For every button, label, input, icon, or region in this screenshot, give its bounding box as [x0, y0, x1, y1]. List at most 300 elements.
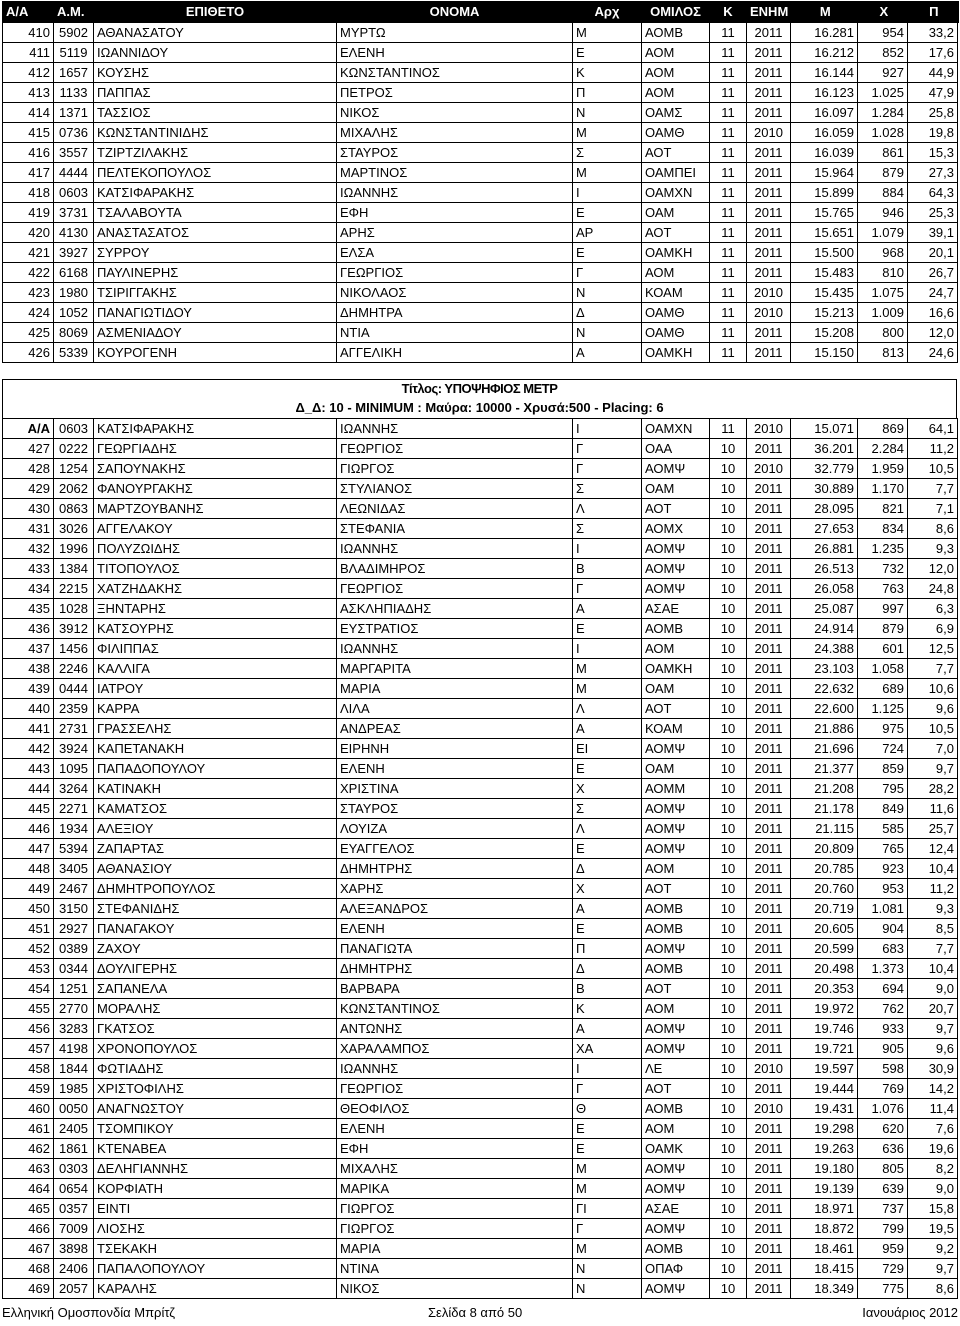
cell-aa: 417	[3, 163, 54, 183]
cell-am: 0344	[54, 959, 94, 979]
table-row	[3, 63, 958, 83]
cell-x: 694	[858, 979, 908, 999]
header-am: Α.Μ.	[54, 2, 94, 23]
cell-surname: ΠΟΛΥΖΩΙΔΗΣ	[94, 539, 337, 559]
cell-k: 10	[710, 1259, 747, 1279]
cell-club: ΚΟΑΜ	[642, 283, 710, 303]
cell-p: 27,3	[908, 163, 958, 183]
cell-aa: 434	[3, 579, 54, 599]
cell-initial: Ε	[573, 759, 642, 779]
cell-m: 30.889	[791, 479, 858, 499]
table-row	[3, 1239, 958, 1259]
cell-p: 44,9	[908, 63, 958, 83]
cell-surname: ΚΟΡΦΙΑΤΗ	[94, 1179, 337, 1199]
cell-m: 15.213	[791, 303, 858, 323]
cell-update: 2010	[747, 419, 791, 439]
cell-club: ΑΟΜΜ	[642, 779, 710, 799]
cell-p: 12,0	[908, 559, 958, 579]
cell-m: 16.059	[791, 123, 858, 143]
cell-m: 19.721	[791, 1039, 858, 1059]
cell-p: 12,0	[908, 323, 958, 343]
table-row	[3, 599, 958, 619]
table-row	[3, 1039, 958, 1059]
cell-club: ΑΟΜΨ	[642, 1019, 710, 1039]
cell-surname: ΤΙΤΟΠΟΥΛΟΣ	[94, 559, 337, 579]
table-row	[3, 719, 958, 739]
cell-update: 2011	[747, 1279, 791, 1299]
cell-surname: ΑΘΑΝΑΣΙΟΥ	[94, 859, 337, 879]
cell-am: 5119	[54, 43, 94, 63]
cell-am: 7009	[54, 1219, 94, 1239]
cell-x: 869	[858, 419, 908, 439]
cell-p: 16,6	[908, 303, 958, 323]
cell-p: 9,2	[908, 1239, 958, 1259]
cell-club: ΑΟΜΨ	[642, 1219, 710, 1239]
cell-name: ΜΑΡΙΑ	[337, 1239, 573, 1259]
cell-initial: Μ	[573, 23, 642, 43]
cell-club: ΑΟΜΒ	[642, 959, 710, 979]
cell-update: 2011	[747, 223, 791, 243]
cell-name: ΓΕΩΡΓΙΟΣ	[337, 1079, 573, 1099]
cell-x: 834	[858, 519, 908, 539]
table-row	[3, 419, 958, 439]
cell-m: 19.972	[791, 999, 858, 1019]
cell-am: 0389	[54, 939, 94, 959]
header-update: ΕΝΗΜ	[747, 2, 792, 23]
cell-initial: Π	[573, 939, 642, 959]
cell-name: ΝΤΙΑ	[337, 323, 573, 343]
cell-x: 821	[858, 499, 908, 519]
cell-m: 32.779	[791, 459, 858, 479]
cell-x: 598	[858, 1059, 908, 1079]
cell-x: 1.009	[858, 303, 908, 323]
cell-initial: Θ	[573, 1099, 642, 1119]
cell-p: 10,6	[908, 679, 958, 699]
cell-am: 6168	[54, 263, 94, 283]
table-row	[3, 123, 958, 143]
cell-aa: 449	[3, 879, 54, 899]
cell-club: ΑΟΜ	[642, 999, 710, 1019]
cell-club: ΑΟΜΨ	[642, 799, 710, 819]
cell-am: 2359	[54, 699, 94, 719]
cell-surname: ΚΑΡΑΛΗΣ	[94, 1279, 337, 1299]
cell-aa: 411	[3, 43, 54, 63]
cell-initial: Ν	[573, 1279, 642, 1299]
cell-club: ΑΟΜΨ	[642, 739, 710, 759]
cell-x: 954	[858, 23, 908, 43]
cell-m: 18.971	[791, 1199, 858, 1219]
cell-m: 22.632	[791, 679, 858, 699]
cell-update: 2010	[747, 283, 791, 303]
cell-m: 16.123	[791, 83, 858, 103]
cell-x: 1.125	[858, 699, 908, 719]
cell-am: 0357	[54, 1199, 94, 1219]
cell-update: 2011	[747, 1179, 791, 1199]
cell-name: ΕΛΣΑ	[337, 243, 573, 263]
cell-initial: Ε	[573, 919, 642, 939]
cell-update: 2011	[747, 103, 791, 123]
cell-initial: Χ	[573, 879, 642, 899]
cell-aa: 430	[3, 499, 54, 519]
cell-k: 11	[710, 419, 747, 439]
table-row	[3, 759, 958, 779]
cell-p: 11,6	[908, 799, 958, 819]
cell-m: 16.281	[791, 23, 858, 43]
cell-club: ΟΑΜΘ	[642, 323, 710, 343]
cell-m: 21.886	[791, 719, 858, 739]
cell-k: 11	[710, 63, 747, 83]
cell-p: 20,7	[908, 999, 958, 1019]
cell-surname: ΠΕΛΤΕΚΟΠΟΥΛΟΣ	[94, 163, 337, 183]
cell-initial: Μ	[573, 163, 642, 183]
cell-surname: ΚΑΤΣΙΦΑΡΑΚΗΣ	[94, 419, 337, 439]
cell-x: 997	[858, 599, 908, 619]
cell-x: 927	[858, 63, 908, 83]
cell-m: 36.201	[791, 439, 858, 459]
cell-k: 11	[710, 323, 747, 343]
cell-k: 10	[710, 799, 747, 819]
cell-surname: ΤΣΟΜΠΙΚΟΥ	[94, 1119, 337, 1139]
cell-aa: 447	[3, 839, 54, 859]
table-row	[3, 1219, 958, 1239]
cell-update: 2011	[747, 999, 791, 1019]
cell-k: 10	[710, 719, 747, 739]
cell-m: 15.150	[791, 343, 858, 363]
cell-p: 25,7	[908, 819, 958, 839]
table-row	[3, 1259, 958, 1279]
cell-x: 724	[858, 739, 908, 759]
cell-am: 0050	[54, 1099, 94, 1119]
cell-am: 3557	[54, 143, 94, 163]
table-row	[3, 959, 958, 979]
cell-am: 0654	[54, 1179, 94, 1199]
cell-surname: ΚΑΡΡΑ	[94, 699, 337, 719]
cell-surname: ΚΟΥΣΗΣ	[94, 63, 337, 83]
cell-surname: ΓΕΩΡΓΙΑΔΗΣ	[94, 439, 337, 459]
cell-p: 30,9	[908, 1059, 958, 1079]
cell-update: 2010	[747, 1059, 791, 1079]
cell-initial: Μ	[573, 1239, 642, 1259]
cell-p: 7,1	[908, 499, 958, 519]
cell-m: 19.431	[791, 1099, 858, 1119]
cell-x: 933	[858, 1019, 908, 1039]
cell-name: ΚΩΝΣΤΑΝΤΙΝΟΣ	[337, 63, 573, 83]
cell-initial: Γ	[573, 459, 642, 479]
cell-initial: Α	[573, 719, 642, 739]
cell-initial: Ν	[573, 103, 642, 123]
cell-p: 33,2	[908, 23, 958, 43]
cell-surname: ΛΙΟΣΗΣ	[94, 1219, 337, 1239]
cell-initial: Γ	[573, 579, 642, 599]
cell-k: 10	[710, 999, 747, 1019]
cell-surname: ΔΗΜΗΤΡΟΠΟΥΛΟΣ	[94, 879, 337, 899]
cell-aa: 467	[3, 1239, 54, 1259]
cell-k: 10	[710, 1239, 747, 1259]
cell-club: ΑΟΜΒ	[642, 899, 710, 919]
cell-club: ΑΟΜΨ	[642, 559, 710, 579]
cell-x: 1.079	[858, 223, 908, 243]
cell-k: 10	[710, 539, 747, 559]
cell-club: ΑΟΤ	[642, 143, 710, 163]
cell-update: 2011	[747, 263, 791, 283]
cell-initial: Ν	[573, 323, 642, 343]
cell-k: 10	[710, 1059, 747, 1079]
cell-am: 2057	[54, 1279, 94, 1299]
cell-x: 620	[858, 1119, 908, 1139]
cell-club: ΑΟΜ	[642, 1119, 710, 1139]
cell-name: ΛΟΥΙΖΑ	[337, 819, 573, 839]
cell-initial: Ι	[573, 419, 642, 439]
cell-am: 0303	[54, 1159, 94, 1179]
cell-am: 3264	[54, 779, 94, 799]
cell-x: 737	[858, 1199, 908, 1219]
cell-aa: 438	[3, 659, 54, 679]
cell-m: 21.696	[791, 739, 858, 759]
cell-p: 9,6	[908, 1039, 958, 1059]
cell-name: ΠΕΤΡΟΣ	[337, 83, 573, 103]
cell-x: 799	[858, 1219, 908, 1239]
cell-p: 17,6	[908, 43, 958, 63]
cell-surname: ΚΩΝΣΤΑΝΤΙΝΙΔΗΣ	[94, 123, 337, 143]
cell-club: ΑΣΑΕ	[642, 1199, 710, 1219]
cell-club: ΑΟΜΨ	[642, 1279, 710, 1299]
cell-club: ΟΑΜ	[642, 479, 710, 499]
cell-aa: 439	[3, 679, 54, 699]
cell-surname: ΧΡΟΝΟΠΟΥΛΟΣ	[94, 1039, 337, 1059]
cell-update: 2011	[747, 499, 791, 519]
cell-update: 2011	[747, 43, 791, 63]
cell-x: 1.235	[858, 539, 908, 559]
cell-aa: 458	[3, 1059, 54, 1079]
cell-k: 11	[710, 303, 747, 323]
cell-aa: 466	[3, 1219, 54, 1239]
cell-club: ΑΟΤ	[642, 979, 710, 999]
cell-surname: ΠΑΠΑΛΟΠΟΥΛΟΥ	[94, 1259, 337, 1279]
cell-update: 2011	[747, 1159, 791, 1179]
cell-initial: Χ	[573, 779, 642, 799]
cell-p: 19,8	[908, 123, 958, 143]
cell-name: ΝΙΚΟΛΑΟΣ	[337, 283, 573, 303]
cell-k: 10	[710, 659, 747, 679]
cell-initial: Ν	[573, 1259, 642, 1279]
cell-name: ΕΦΗ	[337, 203, 573, 223]
cell-x: 689	[858, 679, 908, 699]
cell-p: 12,4	[908, 839, 958, 859]
table-row	[3, 859, 958, 879]
cell-k: 10	[710, 739, 747, 759]
cell-am: 1657	[54, 63, 94, 83]
cell-am: 2405	[54, 1119, 94, 1139]
cell-surname: ΑΘΑΝΑΣΑΤΟΥ	[94, 23, 337, 43]
cell-surname: ΚΤΕΝΑΒΕΑ	[94, 1139, 337, 1159]
cell-club: ΑΟΜ	[642, 63, 710, 83]
cell-m: 15.071	[791, 419, 858, 439]
cell-name: ΕΛΕΝΗ	[337, 919, 573, 939]
cell-aa: 448	[3, 859, 54, 879]
cell-am: 3927	[54, 243, 94, 263]
table-row	[3, 1019, 958, 1039]
cell-update: 2011	[747, 203, 791, 223]
cell-x: 763	[858, 579, 908, 599]
section-title: Τίτλος: ΥΠΟΨΗΦΙΟΣ ΜΕΤΡ	[401, 381, 558, 396]
cell-k: 11	[710, 283, 747, 303]
cell-p: 26,7	[908, 263, 958, 283]
cell-update: 2011	[747, 979, 791, 999]
cell-m: 18.461	[791, 1239, 858, 1259]
cell-update: 2011	[747, 679, 791, 699]
table-row	[3, 839, 958, 859]
cell-k: 11	[710, 23, 747, 43]
cell-x: 968	[858, 243, 908, 263]
cell-update: 2011	[747, 1139, 791, 1159]
cell-aa: 437	[3, 639, 54, 659]
cell-x: 849	[858, 799, 908, 819]
cell-update: 2011	[747, 1199, 791, 1219]
cell-m: 19.180	[791, 1159, 858, 1179]
table-row	[3, 879, 958, 899]
cell-aa: 428	[3, 459, 54, 479]
cell-am: 1133	[54, 83, 94, 103]
cell-name: ΑΛΕΞΑΝΔΡΟΣ	[337, 899, 573, 919]
column-header-table	[2, 1, 959, 23]
table-row	[3, 163, 958, 183]
cell-club: ΑΟΜΨ	[642, 579, 710, 599]
cell-am: 1996	[54, 539, 94, 559]
cell-club: ΑΟΤ	[642, 499, 710, 519]
cell-club: ΑΟΜΨ	[642, 1179, 710, 1199]
cell-p: 10,4	[908, 859, 958, 879]
cell-surname: ΔΕΛΗΓΙΑΝΝΗΣ	[94, 1159, 337, 1179]
cell-name: ΜΑΡΤΙΝΟΣ	[337, 163, 573, 183]
cell-am: 4130	[54, 223, 94, 243]
cell-k: 10	[710, 1159, 747, 1179]
cell-initial: Ε	[573, 839, 642, 859]
cell-initial: Κ	[573, 999, 642, 1019]
cell-update: 2010	[747, 123, 791, 143]
cell-m: 16.039	[791, 143, 858, 163]
cell-m: 20.605	[791, 919, 858, 939]
cell-k: 10	[710, 1139, 747, 1159]
cell-club: ΑΟΜ	[642, 43, 710, 63]
cell-club: ΑΟΤ	[642, 1079, 710, 1099]
cell-club: ΑΟΜΨ	[642, 819, 710, 839]
cell-p: 6,9	[908, 619, 958, 639]
cell-x: 923	[858, 859, 908, 879]
table-row	[3, 1139, 958, 1159]
cell-x: 879	[858, 163, 908, 183]
cell-initial: Μ	[573, 1159, 642, 1179]
cell-p: 12,5	[908, 639, 958, 659]
cell-club: ΑΟΜ	[642, 263, 710, 283]
header-m: Μ	[792, 2, 859, 23]
cell-k: 11	[710, 163, 747, 183]
table-row	[3, 799, 958, 819]
cell-aa: 435	[3, 599, 54, 619]
cell-name: ΙΩΑΝΝΗΣ	[337, 1059, 573, 1079]
cell-x: 775	[858, 1279, 908, 1299]
cell-x: 639	[858, 1179, 908, 1199]
cell-initial: ΓΙ	[573, 1199, 642, 1219]
cell-p: 25,3	[908, 203, 958, 223]
header-aa: Α/Α	[3, 2, 54, 23]
cell-update: 2011	[747, 1039, 791, 1059]
cell-name: ΓΙΩΡΓΟΣ	[337, 1199, 573, 1219]
cell-club: ΑΟΜΨ	[642, 1039, 710, 1059]
cell-m: 20.809	[791, 839, 858, 859]
cell-k: 10	[710, 619, 747, 639]
cell-surname: ΠΑΝΑΓΑΚΟΥ	[94, 919, 337, 939]
cell-update: 2011	[747, 639, 791, 659]
cell-aa: 457	[3, 1039, 54, 1059]
cell-am: 1251	[54, 979, 94, 999]
cell-initial: Μ	[573, 679, 642, 699]
cell-am: 3912	[54, 619, 94, 639]
cell-name: ΑΝΤΩΝΗΣ	[337, 1019, 573, 1039]
cell-name: ΜΙΧΑΛΗΣ	[337, 123, 573, 143]
cell-x: 953	[858, 879, 908, 899]
cell-aa: 436	[3, 619, 54, 639]
cell-update: 2011	[747, 479, 791, 499]
cell-surname: ΤΣΙΡΙΓΓΑΚΗΣ	[94, 283, 337, 303]
cell-am: 4198	[54, 1039, 94, 1059]
cell-aa: 469	[3, 1279, 54, 1299]
cell-x: 729	[858, 1259, 908, 1279]
cell-k: 11	[710, 263, 747, 283]
table-row	[3, 619, 958, 639]
header-club: ΟΜΙΛΟΣ	[642, 2, 710, 23]
cell-club: ΟΑΜΚΗ	[642, 659, 710, 679]
footer-organization: Ελληνική Ομοσπονδία Μπρίτζ	[2, 1305, 176, 1320]
cell-update: 2011	[747, 1219, 791, 1239]
cell-p: 24,6	[908, 343, 958, 363]
cell-m: 19.597	[791, 1059, 858, 1079]
cell-x: 1.025	[858, 83, 908, 103]
cell-surname: ΣΤΕΦΑΝΙΔΗΣ	[94, 899, 337, 919]
cell-k: 11	[710, 43, 747, 63]
cell-update: 2011	[747, 1019, 791, 1039]
cell-initial: Μ	[573, 1179, 642, 1199]
cell-surname: ΑΝΑΣΤΑΣΑΤΟΣ	[94, 223, 337, 243]
cell-name: ΕΛΕΝΗ	[337, 759, 573, 779]
cell-aa: 426	[3, 343, 54, 363]
cell-k: 11	[710, 243, 747, 263]
table-row	[3, 579, 958, 599]
cell-club: ΑΣΑΕ	[642, 599, 710, 619]
cell-m: 20.599	[791, 939, 858, 959]
cell-surname: ΧΑΤΖΗΔΑΚΗΣ	[94, 579, 337, 599]
cell-update: 2011	[747, 919, 791, 939]
cell-initial: ΑΡ	[573, 223, 642, 243]
cell-aa: 413	[3, 83, 54, 103]
cell-x: 585	[858, 819, 908, 839]
cell-name: ΕΛΕΝΗ	[337, 1119, 573, 1139]
cell-p: 7,7	[908, 479, 958, 499]
cell-k: 10	[710, 1219, 747, 1239]
cell-aa: 425	[3, 323, 54, 343]
table-row	[3, 659, 958, 679]
cell-name: ΜΑΡΓΑΡΙΤΑ	[337, 659, 573, 679]
header-name: ΟΝΟΜΑ	[337, 2, 573, 23]
cell-aa: 427	[3, 439, 54, 459]
cell-x: 800	[858, 323, 908, 343]
players-table-top	[2, 22, 958, 363]
cell-surname: ΑΓΓΕΛΑΚΟΥ	[94, 519, 337, 539]
cell-x: 879	[858, 619, 908, 639]
cell-aa: 460	[3, 1099, 54, 1119]
cell-aa: 450	[3, 899, 54, 919]
cell-p: 7,7	[908, 939, 958, 959]
cell-x: 765	[858, 839, 908, 859]
